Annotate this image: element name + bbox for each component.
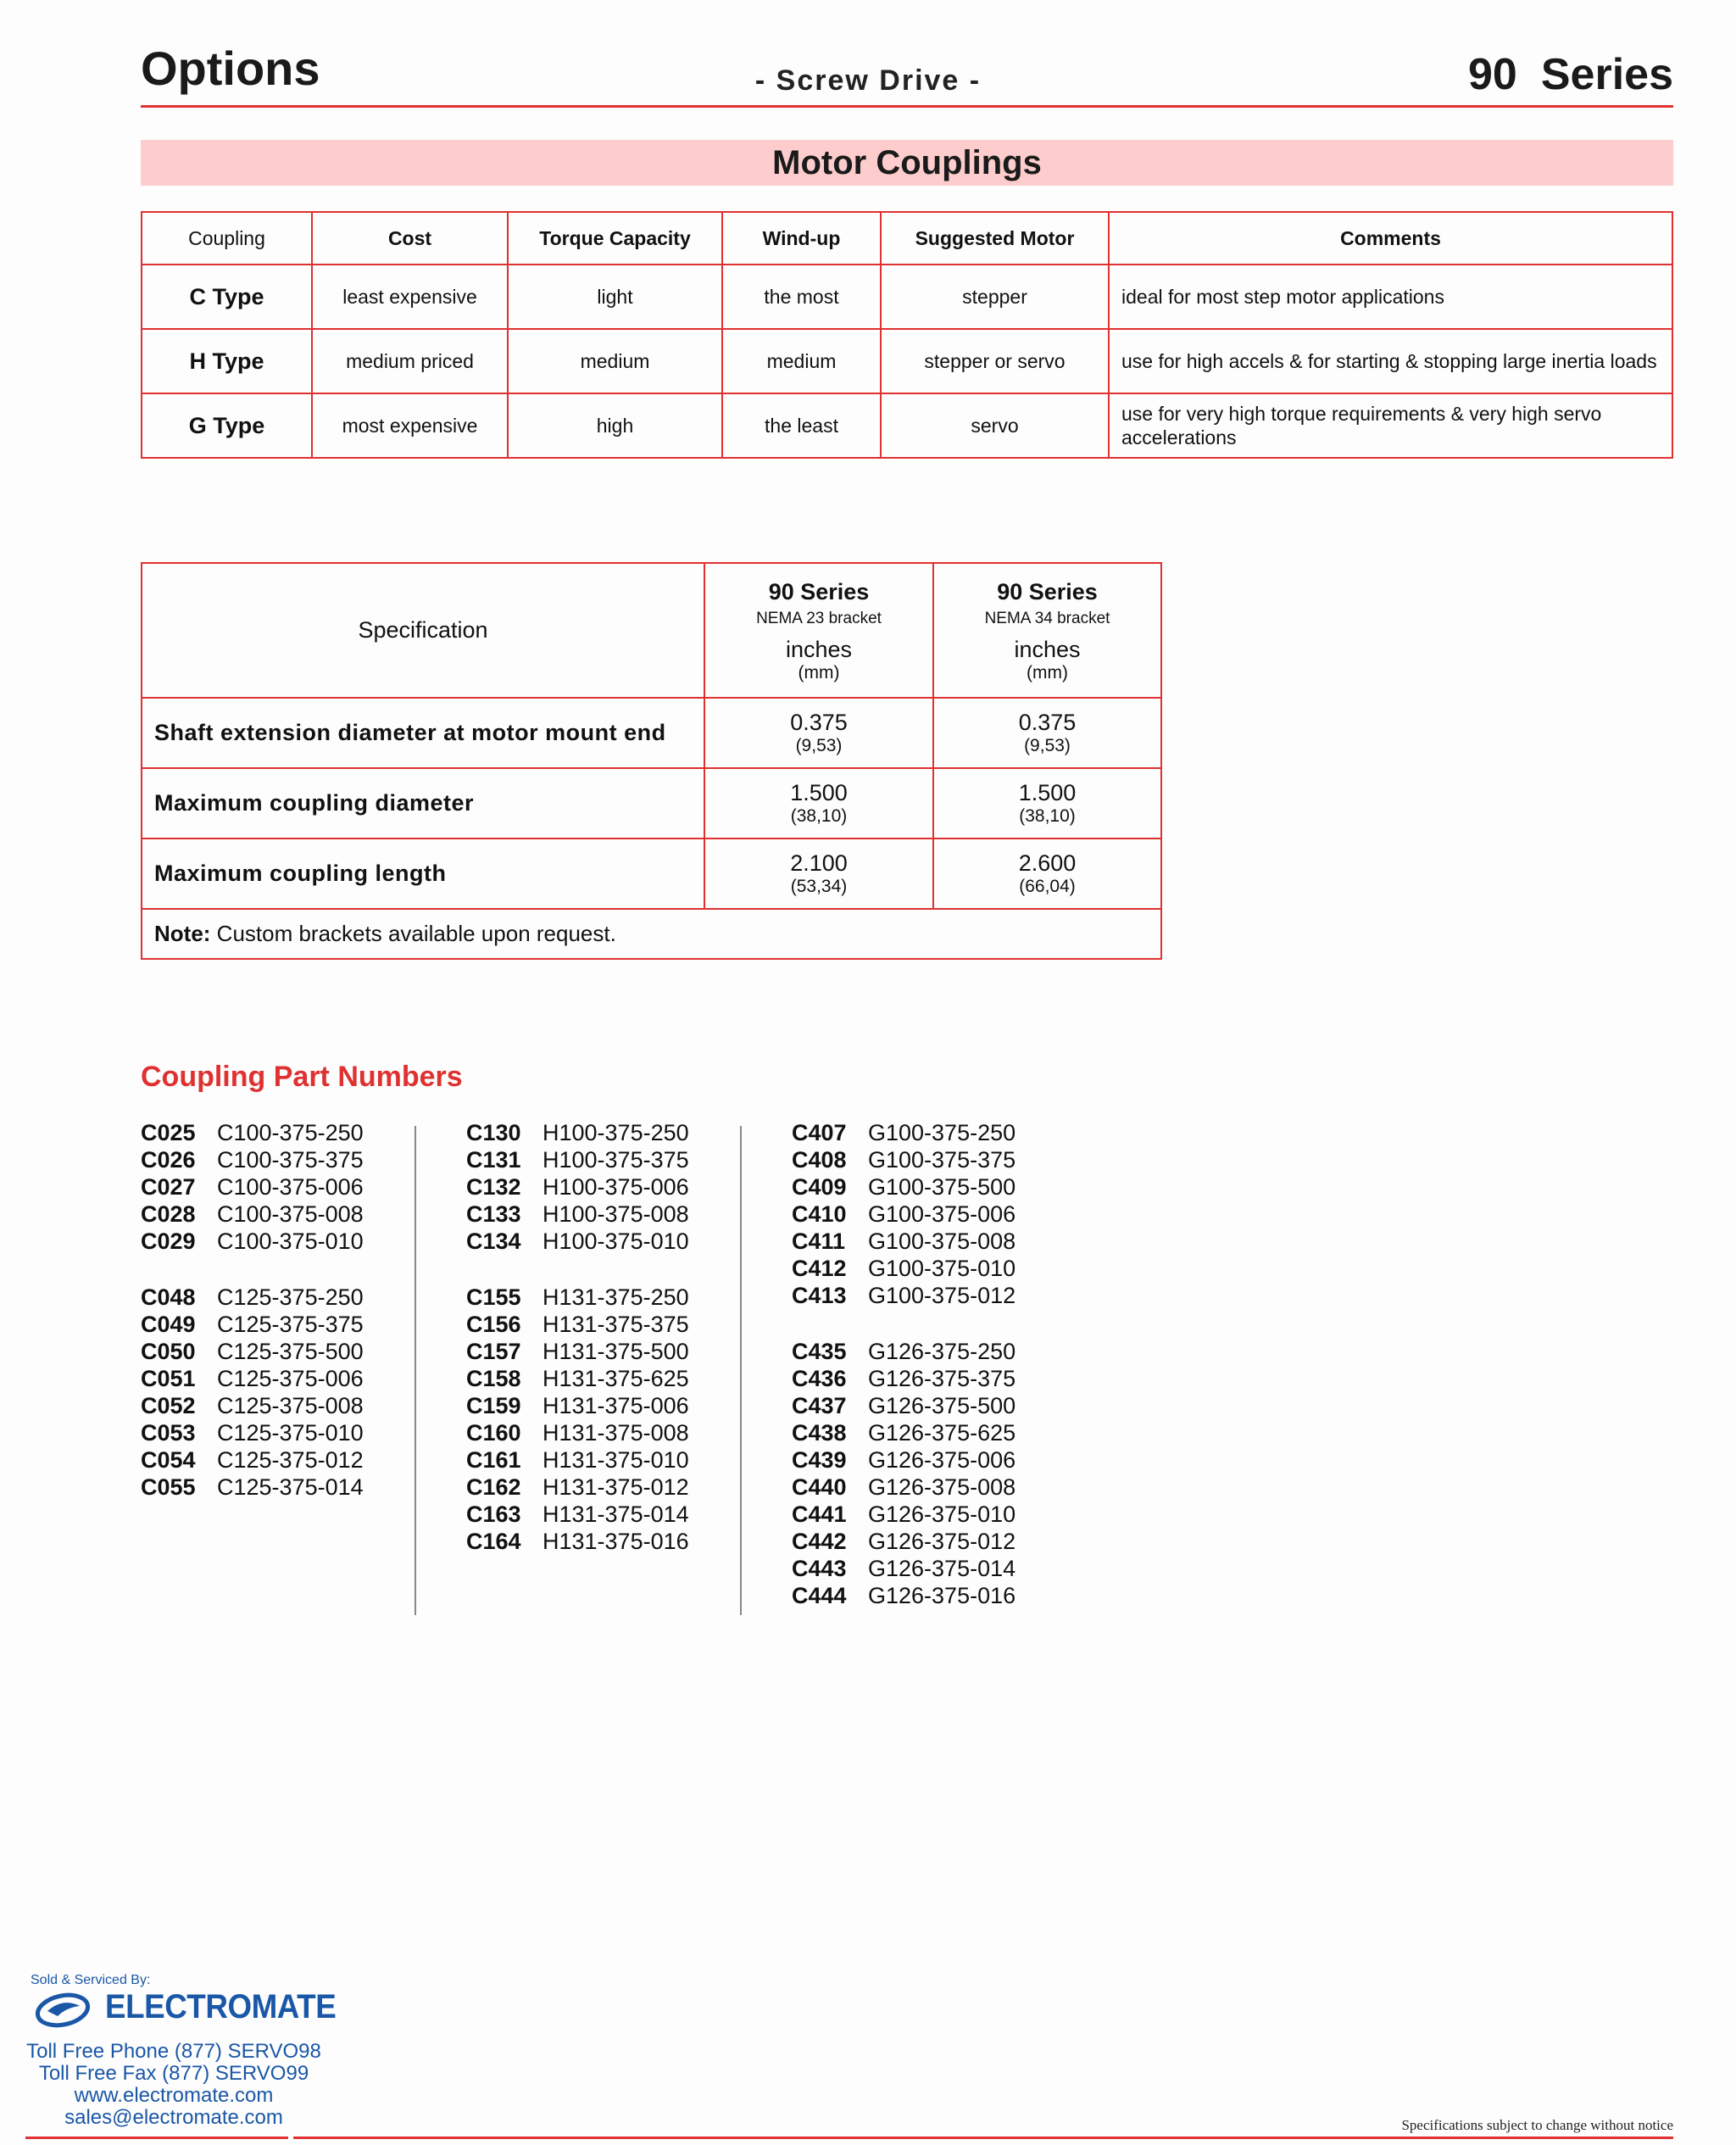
cost-cell: medium priced — [312, 329, 508, 393]
part-numbers-column-c — [141, 1119, 364, 1501]
list-item — [792, 1474, 1015, 1501]
table-header-row — [142, 212, 1672, 265]
part-number: H131-375-008 — [542, 1420, 689, 1446]
part-code: C048 — [141, 1284, 196, 1310]
part-code: C156 — [466, 1312, 521, 1337]
section-subtitle: - Screw Drive - — [754, 64, 982, 97]
list-item — [466, 1146, 689, 1173]
part-numbers-column-g — [792, 1119, 1015, 1609]
unit-inches: inches — [1014, 636, 1081, 662]
motor-cell: servo — [881, 393, 1109, 458]
value-mm: (66,04) — [1019, 876, 1076, 896]
header-motor: Suggested Motor — [881, 212, 1109, 265]
part-number: C125-375-500 — [217, 1339, 364, 1364]
value-mm: (9,53) — [1024, 735, 1071, 755]
header-windup: Wind-up — [722, 212, 881, 265]
unit-inches: inches — [785, 636, 853, 662]
part-number: C125-375-375 — [217, 1312, 364, 1337]
disclaimer: Specifications subject to change without notice — [1401, 2117, 1673, 2133]
list-item — [792, 1173, 1015, 1201]
value-inches: 2.100 — [790, 850, 848, 876]
part-code: C029 — [141, 1228, 196, 1254]
part-number: H100-375-250 — [542, 1120, 689, 1145]
part-number: G126-375-012 — [868, 1529, 1016, 1554]
list-item — [792, 1255, 1015, 1282]
list-item — [141, 1365, 364, 1392]
part-code: C026 — [141, 1147, 196, 1173]
phone-number: Toll Free Phone (877) SERVO98 — [26, 2040, 321, 2063]
part-number: G126-375-500 — [868, 1393, 1016, 1418]
list-item — [466, 1501, 689, 1528]
part-number: C100-375-008 — [217, 1201, 364, 1227]
spec-value-nema34 — [933, 838, 1161, 909]
part-code: C133 — [466, 1201, 521, 1227]
list-item — [466, 1173, 689, 1201]
part-number: G126-375-625 — [868, 1420, 1016, 1446]
spec-value-nema34 — [933, 768, 1161, 838]
part-number: C125-375-250 — [217, 1284, 364, 1310]
part-number: G100-375-012 — [868, 1283, 1016, 1308]
spec-value-nema23 — [704, 698, 933, 768]
part-code: C435 — [792, 1339, 847, 1364]
part-code: C025 — [141, 1120, 196, 1145]
company-name: ELECTROMATE — [105, 1988, 337, 2025]
note-label: Note: — [154, 921, 211, 946]
list-item — [792, 1446, 1015, 1474]
coupling-type: G Type — [142, 393, 312, 458]
list-item — [792, 1228, 1015, 1255]
part-code: C027 — [141, 1174, 196, 1200]
part-number: H100-375-375 — [542, 1147, 689, 1173]
coupling-type: H Type — [142, 329, 312, 393]
part-number: C125-375-014 — [217, 1474, 364, 1500]
part-code: C132 — [466, 1174, 521, 1200]
part-code: C161 — [466, 1447, 521, 1473]
list-item — [141, 1228, 364, 1255]
part-code: C157 — [466, 1339, 521, 1364]
coupling-type: C Type — [142, 265, 312, 329]
page-title: Options — [141, 42, 320, 95]
part-code: C160 — [466, 1420, 521, 1446]
part-number: H131-375-014 — [542, 1502, 689, 1527]
part-number: H131-375-625 — [542, 1366, 689, 1391]
part-code: C436 — [792, 1366, 847, 1391]
part-numbers-title: Coupling Part Numbers — [141, 1061, 463, 1093]
part-number: G126-375-016 — [868, 1583, 1016, 1608]
part-number-group — [141, 1284, 364, 1501]
column-divider — [740, 1126, 742, 1615]
comments-cell: use for high accels & for starting & stopping large inertia loads — [1109, 329, 1672, 393]
spec-value-nema34 — [933, 698, 1161, 768]
unit-mm: (mm) — [798, 662, 840, 682]
part-number-group — [792, 1338, 1015, 1609]
list-item — [466, 1311, 689, 1338]
part-code: C441 — [792, 1502, 847, 1527]
part-number: C125-375-012 — [217, 1447, 364, 1473]
part-code: C130 — [466, 1120, 521, 1145]
list-item — [141, 1338, 364, 1365]
part-code: C412 — [792, 1256, 847, 1281]
spec-label: Maximum coupling length — [142, 838, 704, 909]
value-mm: (53,34) — [790, 876, 848, 896]
part-code: C444 — [792, 1583, 847, 1608]
part-number: G100-375-008 — [868, 1228, 1016, 1254]
coupling-comparison-table — [141, 211, 1673, 459]
header-cost: Cost — [312, 212, 508, 265]
footer-divider — [25, 2137, 288, 2139]
part-code: C155 — [466, 1284, 521, 1310]
list-item — [466, 1201, 689, 1228]
part-number: C125-375-006 — [217, 1366, 364, 1391]
part-code: C443 — [792, 1556, 847, 1581]
list-item — [792, 1119, 1015, 1146]
part-number: G126-375-375 — [868, 1366, 1016, 1391]
part-number: G100-375-006 — [868, 1201, 1016, 1227]
part-code: C442 — [792, 1529, 847, 1554]
part-code: C050 — [141, 1339, 196, 1364]
list-item — [792, 1555, 1015, 1582]
list-item — [466, 1392, 689, 1419]
list-item — [141, 1284, 364, 1311]
unit-mm: (mm) — [1027, 662, 1068, 682]
part-number: H131-375-006 — [542, 1393, 689, 1418]
part-code: C438 — [792, 1420, 847, 1446]
part-code: C055 — [141, 1474, 196, 1500]
series-name: 90 Series — [997, 578, 1098, 604]
table-row — [142, 265, 1672, 329]
table-row — [142, 329, 1672, 393]
part-number: H131-375-012 — [542, 1474, 689, 1500]
part-code: C049 — [141, 1312, 196, 1337]
part-number: C100-375-010 — [217, 1228, 364, 1254]
part-number: C125-375-010 — [217, 1420, 364, 1446]
list-item — [141, 1419, 364, 1446]
list-item — [141, 1119, 364, 1146]
motor-cell: stepper or servo — [881, 329, 1109, 393]
part-number-group — [466, 1119, 689, 1255]
comments-cell: use for very high torque requirements & very high servo accelerations — [1109, 393, 1672, 458]
list-item — [141, 1146, 364, 1173]
list-item — [466, 1284, 689, 1311]
list-item — [141, 1311, 364, 1338]
value-inches: 2.600 — [1018, 850, 1077, 876]
part-number: G100-375-010 — [868, 1256, 1016, 1281]
email-link[interactable]: sales@electromate.com — [64, 2106, 283, 2129]
specification-table — [141, 562, 1162, 960]
spec-column-nema23 — [704, 563, 933, 698]
table-row — [142, 393, 1672, 458]
list-item — [141, 1201, 364, 1228]
fax-number: Toll Free Fax (877) SERVO99 — [38, 2062, 309, 2085]
list-item — [141, 1392, 364, 1419]
series-number: 90 — [1468, 50, 1517, 99]
part-numbers-column-h — [466, 1119, 689, 1555]
part-code: C437 — [792, 1393, 847, 1418]
list-item — [466, 1419, 689, 1446]
spec-header: Specification — [142, 563, 704, 698]
list-item — [792, 1365, 1015, 1392]
part-number: C100-375-375 — [217, 1147, 364, 1173]
list-item — [792, 1501, 1015, 1528]
list-item — [466, 1474, 689, 1501]
part-number: H100-375-010 — [542, 1228, 689, 1254]
list-item — [466, 1119, 689, 1146]
part-number: H131-375-010 — [542, 1447, 689, 1473]
part-code: C052 — [141, 1393, 196, 1418]
bracket-name: NEMA 23 bracket — [756, 609, 882, 627]
part-code: C054 — [141, 1447, 196, 1473]
list-item — [792, 1528, 1015, 1555]
part-number: C100-375-250 — [217, 1120, 364, 1145]
part-number: G126-375-250 — [868, 1339, 1016, 1364]
part-code: C413 — [792, 1283, 847, 1308]
header-coupling: Coupling — [142, 212, 312, 265]
part-code: C162 — [466, 1474, 521, 1500]
header-comments: Comments — [1109, 212, 1672, 265]
sold-by-label: Sold & Serviced By: — [31, 1973, 151, 1987]
list-item — [792, 1392, 1015, 1419]
part-number-group — [141, 1119, 364, 1255]
spec-value-nema23 — [704, 768, 933, 838]
part-code: C410 — [792, 1201, 847, 1227]
series-name: 90 Series — [768, 578, 870, 604]
spec-label: Shaft extension diameter at motor mount end — [142, 698, 704, 768]
part-code: C407 — [792, 1120, 847, 1145]
value-mm: (38,10) — [790, 805, 848, 826]
part-number: G126-375-006 — [868, 1447, 1016, 1473]
part-code: C028 — [141, 1201, 196, 1227]
torque-cell: medium — [508, 329, 722, 393]
note-text: Custom brackets available upon request. — [216, 921, 616, 946]
value-inches: 1.500 — [790, 779, 848, 805]
part-code: C163 — [466, 1502, 521, 1527]
list-item — [792, 1201, 1015, 1228]
part-number: G126-375-014 — [868, 1556, 1016, 1581]
part-number: G100-375-500 — [868, 1174, 1016, 1200]
windup-cell: the most — [722, 265, 881, 329]
part-number: H100-375-008 — [542, 1201, 689, 1227]
part-code: C408 — [792, 1147, 847, 1173]
part-code: C159 — [466, 1393, 521, 1418]
part-number: G126-375-010 — [868, 1502, 1016, 1527]
list-item — [141, 1474, 364, 1501]
bracket-name: NEMA 34 bracket — [984, 609, 1110, 627]
spec-column-nema34 — [933, 563, 1161, 698]
part-number: C125-375-008 — [217, 1393, 364, 1418]
part-code: C051 — [141, 1366, 196, 1391]
part-code: C131 — [466, 1147, 521, 1173]
torque-cell: high — [508, 393, 722, 458]
series-label: Series — [1540, 50, 1673, 99]
spec-row — [142, 768, 1161, 838]
part-number: G100-375-375 — [868, 1147, 1016, 1173]
part-code: C409 — [792, 1174, 847, 1200]
cost-cell: least expensive — [312, 265, 508, 329]
list-item — [792, 1582, 1015, 1609]
list-item — [466, 1528, 689, 1555]
header-torque: Torque Capacity — [508, 212, 722, 265]
value-mm: (38,10) — [1019, 805, 1076, 826]
part-number: H131-375-016 — [542, 1529, 689, 1554]
cost-cell: most expensive — [312, 393, 508, 458]
value-inches: 0.375 — [790, 709, 848, 735]
list-item — [792, 1419, 1015, 1446]
value-mm: (9,53) — [795, 735, 843, 755]
part-number-group — [792, 1119, 1015, 1309]
spec-row — [142, 698, 1161, 768]
note-row — [142, 909, 1161, 959]
part-number: C100-375-006 — [217, 1174, 364, 1200]
part-number: H100-375-006 — [542, 1174, 689, 1200]
spec-label: Maximum coupling diameter — [142, 768, 704, 838]
part-code: C440 — [792, 1474, 847, 1500]
spec-value-nema23 — [704, 838, 933, 909]
part-number: G126-375-008 — [868, 1474, 1016, 1500]
list-item — [466, 1446, 689, 1474]
part-number: H131-375-250 — [542, 1284, 689, 1310]
motor-cell: stepper — [881, 265, 1109, 329]
column-divider — [415, 1126, 416, 1615]
part-number-group — [466, 1284, 689, 1555]
footer-divider — [293, 2137, 1673, 2139]
windup-cell: medium — [722, 329, 881, 393]
comments-cell: ideal for most step motor applications — [1109, 265, 1672, 329]
part-number: G100-375-250 — [868, 1120, 1016, 1145]
list-item — [141, 1173, 364, 1201]
part-number: H131-375-375 — [542, 1312, 689, 1337]
list-item — [466, 1338, 689, 1365]
part-code: C053 — [141, 1420, 196, 1446]
part-number: H131-375-500 — [542, 1339, 689, 1364]
list-item — [141, 1446, 364, 1474]
value-inches: 1.500 — [1018, 779, 1077, 805]
list-item — [792, 1338, 1015, 1365]
spec-header-row — [142, 563, 1161, 698]
value-inches: 0.375 — [1018, 709, 1077, 735]
windup-cell: the least — [722, 393, 881, 458]
part-code: C158 — [466, 1366, 521, 1391]
part-code: C164 — [466, 1529, 521, 1554]
list-item — [466, 1365, 689, 1392]
spec-row — [142, 838, 1161, 909]
website-link[interactable]: www.electromate.com — [74, 2084, 274, 2107]
motor-couplings-banner: Motor Couplings — [141, 140, 1673, 186]
list-item — [792, 1282, 1015, 1309]
series-heading — [1468, 49, 1673, 100]
part-code: C439 — [792, 1447, 847, 1473]
part-code: C411 — [792, 1228, 846, 1254]
part-code: C134 — [466, 1228, 521, 1254]
torque-cell: light — [508, 265, 722, 329]
list-item — [466, 1228, 689, 1255]
note-cell — [142, 909, 1161, 959]
header-divider — [141, 105, 1673, 108]
list-item — [792, 1146, 1015, 1173]
